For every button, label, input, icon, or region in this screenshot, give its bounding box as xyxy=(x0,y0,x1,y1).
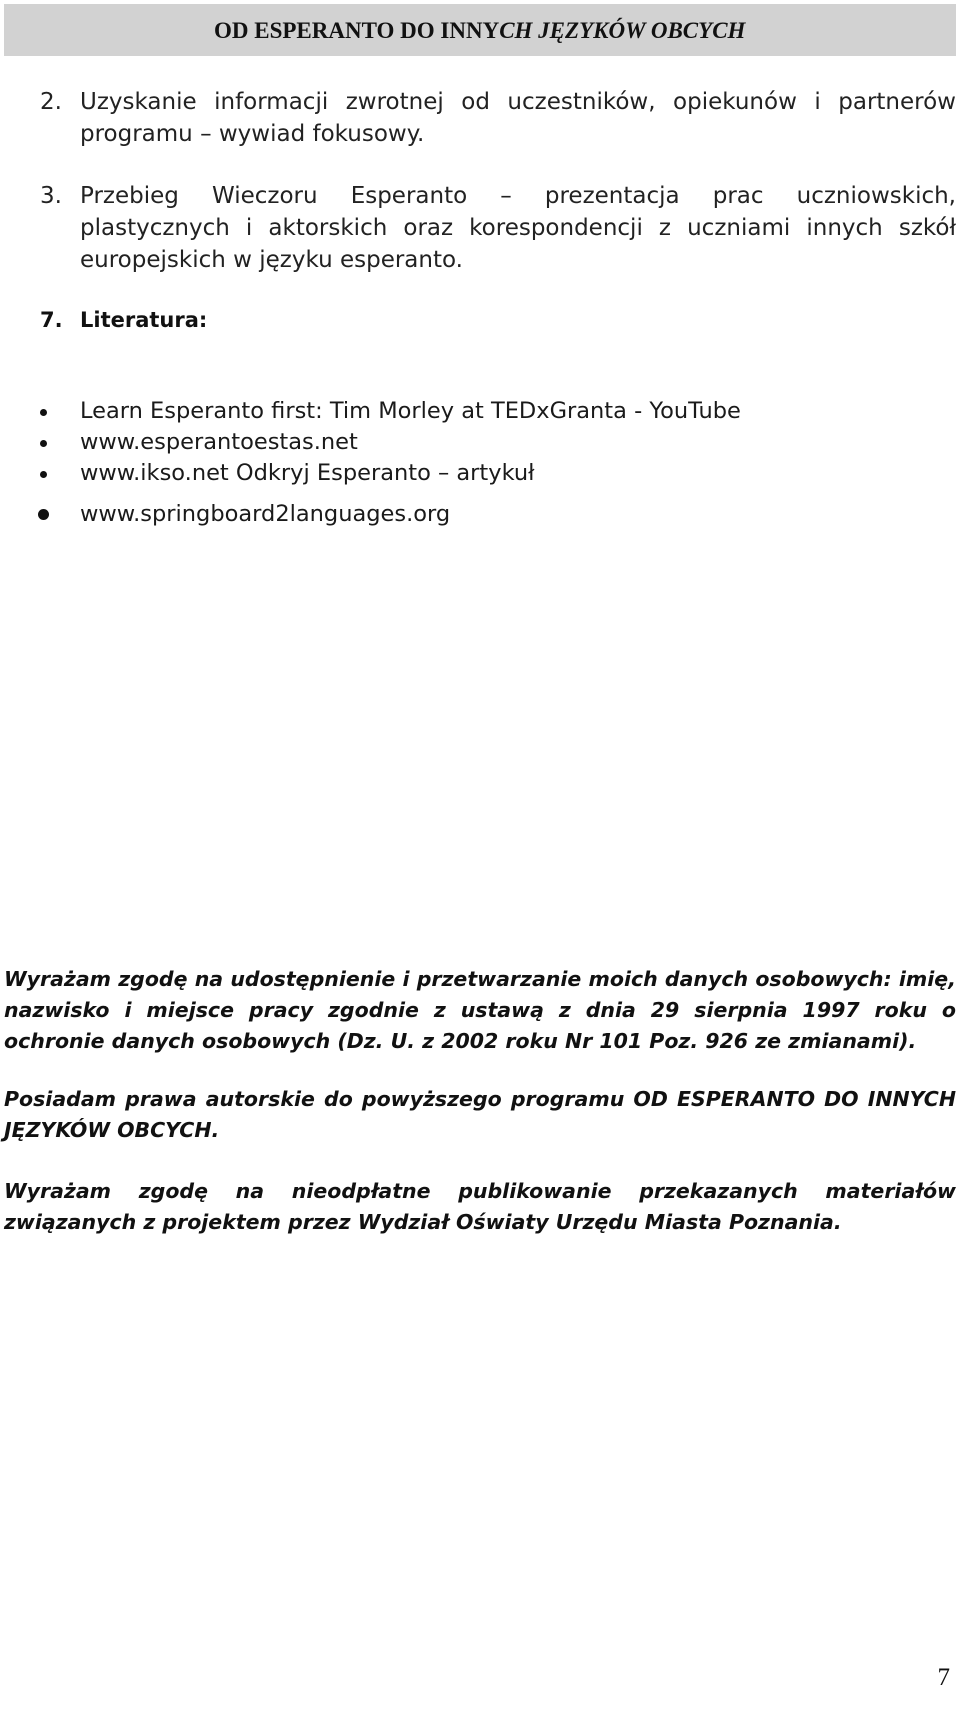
literature-list xyxy=(40,396,741,530)
item-number: 3. xyxy=(40,183,62,209)
header-title-plain: OD ESPERANTO DO INNY xyxy=(214,18,500,43)
item-text: Uzyskanie informacji zwrotnej od uczestników, opiekunów i partnerów programu – wywiad fokusowy. xyxy=(80,89,956,147)
header-title xyxy=(214,18,745,44)
item-number: 2. xyxy=(40,89,62,115)
list-item xyxy=(40,458,741,489)
bullet-icon xyxy=(40,409,47,416)
consent-publication: Wyrażam zgodę na nieodpłatne publikowanie przekazanych materiałów związanych z projektem przez Wydział Oświaty Urzędu Miasta Poznania. xyxy=(4,1179,956,1234)
literature-entry: Learn Esperanto first: Tim Morley at TEDxGranta - YouTube xyxy=(80,398,741,424)
section-heading-literatura xyxy=(40,304,207,336)
literature-entry: www.ikso.net Odkryj Esperanto – artykuł xyxy=(80,460,535,486)
item-text: Przebieg Wieczoru Esperanto – prezentacja prac uczniowskich, plastycznych i aktorskich oraz korespondencji z uczniami innych szkół europejskich w języku esperanto. xyxy=(80,183,956,273)
consent-data-processing: Wyrażam zgodę na udostępnienie i przetwarzanie moich danych osobowych: imię, nazwisko i miejsce pracy zgodnie z ustawą z dnia 29 sierpnia 1997 roku o ochronie danych osobowych (Dz. U. z 2002 roku Nr 101 Poz. 926 ze zmianami). xyxy=(4,967,956,1053)
header-title-italic: CH JĘZYKÓW OBCYCH xyxy=(499,18,746,43)
list-item xyxy=(40,396,741,427)
numbered-item-2 xyxy=(40,86,956,150)
numbered-item-3 xyxy=(40,180,956,276)
bullet-icon xyxy=(40,440,47,447)
page-header xyxy=(4,4,956,56)
section-number: 7. xyxy=(40,308,63,332)
bullet-icon xyxy=(38,509,49,520)
consent-copyright: Posiadam prawa autorskie do powyższego programu OD ESPERANTO DO INNYCH JĘZYKÓW OBCYCH. xyxy=(4,1087,956,1142)
list-item xyxy=(40,427,741,458)
literature-entry: www.esperantoestas.net xyxy=(80,429,358,455)
page-number: 7 xyxy=(937,1664,950,1691)
bullet-icon xyxy=(40,471,47,478)
list-item xyxy=(40,499,741,530)
literature-entry: www.springboard2languages.org xyxy=(80,501,451,527)
section-title: Literatura: xyxy=(80,308,208,332)
